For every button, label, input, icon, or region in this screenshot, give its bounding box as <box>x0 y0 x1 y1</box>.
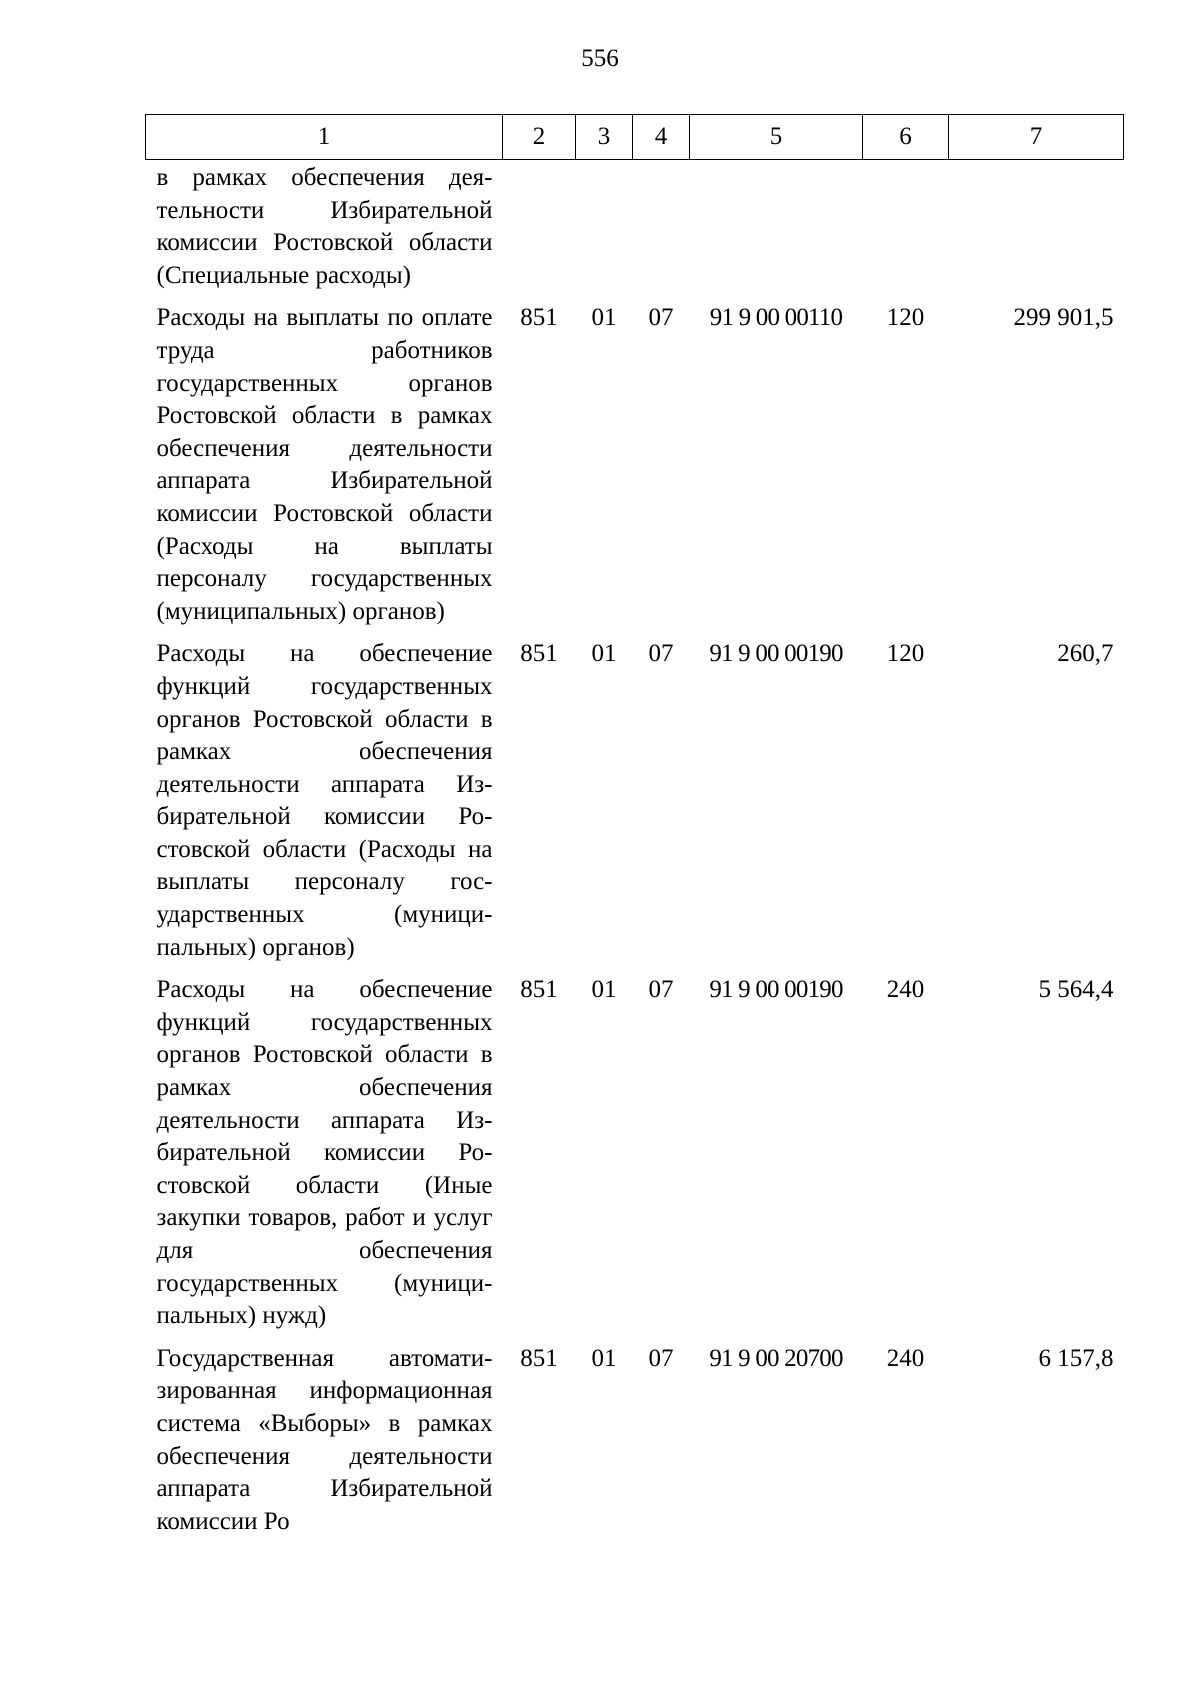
header-row <box>146 115 1124 160</box>
target-article-code: 91 9 00 00190 <box>709 640 843 668</box>
continuation-row <box>146 160 1124 293</box>
table-row <box>146 964 1124 1333</box>
table-row <box>146 1333 1124 1539</box>
ministry-code: 851 <box>520 640 558 668</box>
target-article-code: 91 9 00 00190 <box>709 976 843 1004</box>
column-header-5: 5 <box>690 115 863 160</box>
ministry-code: 851 <box>520 304 558 332</box>
ministry-code: 851 <box>520 1344 558 1372</box>
amount: 5 564,4 <box>1038 976 1114 1004</box>
column-header-7: 7 <box>949 115 1124 160</box>
column-header-2: 2 <box>503 115 576 160</box>
subsection-code: 07 <box>648 1344 674 1372</box>
section-code: 01 <box>591 976 617 1004</box>
table-row <box>146 292 1124 628</box>
row-description: Государственная автоматизированная информационная система «Выборы» в рамках обеспечения деятельности аппарата Избирательной комиссии Ро <box>156 1344 493 1535</box>
amount: 299 901,5 <box>1013 304 1114 332</box>
row-description: Расходы на обеспечение функций государственных органов Ростовской области в рамках обеспечения деятельности аппарата Избирательной комиссии Ростовской области (Иные закупки товаров, работ и услуг для обеспечения государственных (муниципальных) нужд) <box>156 976 493 1330</box>
amount: 260,7 <box>1057 640 1114 668</box>
page-number: 556 <box>581 45 619 72</box>
column-header-3: 3 <box>576 115 633 160</box>
table-body <box>146 160 1124 1539</box>
table-header <box>146 115 1124 160</box>
expense-type-code: 120 <box>886 304 925 332</box>
target-article-code: 91 9 00 20700 <box>709 1344 843 1372</box>
subsection-code: 07 <box>648 304 674 332</box>
row-description: Расходы на выплаты по оплате труда работников государственных органов Ростовской области в рамках обеспечения деятельности аппарата Избирательной комиссии Ростовской области (Расходы на выплаты персоналу государственных (муниципальных) органов) <box>156 304 493 625</box>
row-description: Расходы на обеспечение функций государственных органов Ростовской области в рамках обеспечения деятельности аппарата Избирательной комиссии Ростовской области (Расходы на выплаты персоналу государственных (муниципальных) органов) <box>156 640 493 961</box>
column-header-1: 1 <box>146 115 503 160</box>
expense-type-code: 240 <box>886 1344 925 1372</box>
amount: 6 157,8 <box>1038 1344 1114 1372</box>
section-code: 01 <box>591 640 617 668</box>
expense-type-code: 120 <box>886 640 925 668</box>
ministry-code: 851 <box>520 976 558 1004</box>
subsection-code: 07 <box>648 640 674 668</box>
target-article-code: 91 9 00 00110 <box>709 304 843 332</box>
column-header-4: 4 <box>633 115 690 160</box>
section-code: 01 <box>591 1344 617 1372</box>
budget-table <box>145 114 1124 1538</box>
continuation-description: в рамках обеспечения деятельности Избирательной комиссии Ростовской области (Специальные расходы) <box>156 164 493 289</box>
table-row <box>146 628 1124 964</box>
section-code: 01 <box>591 304 617 332</box>
subsection-code: 07 <box>648 976 674 1004</box>
expense-type-code: 240 <box>886 976 925 1004</box>
column-header-6: 6 <box>863 115 949 160</box>
